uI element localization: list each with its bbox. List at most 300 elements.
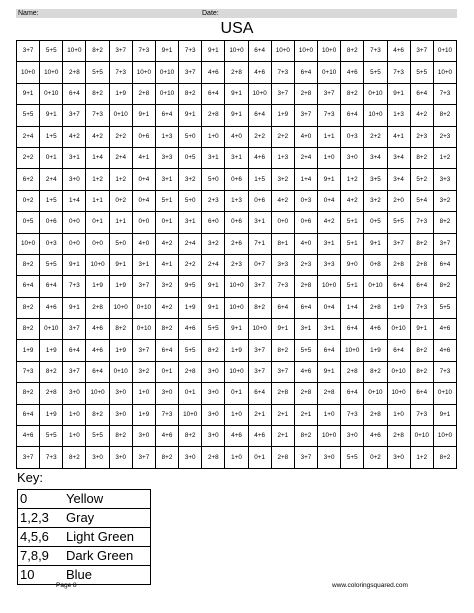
grid-cell: 3+1 bbox=[318, 233, 341, 254]
grid-cell: 8+2 bbox=[86, 83, 109, 104]
grid-cell: 4+6 bbox=[364, 319, 387, 340]
grid-cell: 3+7 bbox=[294, 447, 317, 469]
grid-cell: 1+0 bbox=[132, 383, 155, 404]
grid-cell: 1+4 bbox=[294, 169, 317, 190]
grid-cell: 9+1 bbox=[387, 83, 410, 104]
grid-cell: 6+4 bbox=[40, 276, 63, 297]
grid-cell: 7+3 bbox=[40, 447, 63, 469]
grid-cell: 3+2 bbox=[202, 233, 225, 254]
grid-cell: 8+2 bbox=[410, 147, 433, 168]
grid-cell: 4+6 bbox=[155, 426, 178, 447]
grid-cell: 3+7 bbox=[17, 41, 40, 62]
grid-cell: 3+0 bbox=[63, 169, 86, 190]
grid-cell: 3+7 bbox=[387, 233, 410, 254]
grid-cell: 9+1 bbox=[202, 297, 225, 318]
grid-cell: 9+1 bbox=[225, 319, 248, 340]
grid-cell: 0+4 bbox=[318, 190, 341, 211]
grid-cell: 2+3 bbox=[410, 126, 433, 147]
grid-cell: 0+1 bbox=[40, 147, 63, 168]
grid-cell: 4+6 bbox=[17, 426, 40, 447]
grid-cell: 7+3 bbox=[318, 105, 341, 126]
grid-cell: 4+0 bbox=[294, 126, 317, 147]
grid-cell: 8+2 bbox=[63, 447, 86, 469]
grid-row bbox=[17, 190, 457, 211]
grid-cell: 5+5 bbox=[40, 426, 63, 447]
grid-cell: 5+5 bbox=[341, 447, 364, 469]
grid-cell: 2+8 bbox=[40, 383, 63, 404]
grid-cell: 7+3 bbox=[364, 41, 387, 62]
grid-row bbox=[17, 233, 457, 254]
grid-cell: 0+10 bbox=[109, 105, 132, 126]
grid-cell: 10+0 bbox=[109, 297, 132, 318]
grid-cell: 2+8 bbox=[364, 404, 387, 425]
key-color: Gray bbox=[64, 509, 151, 528]
grid-cell: 4+6 bbox=[248, 62, 271, 83]
grid-cell: 8+2 bbox=[433, 212, 456, 233]
grid-cell: 4+6 bbox=[248, 147, 271, 168]
grid-cell: 0+1 bbox=[179, 383, 202, 404]
grid-cell: 8+2 bbox=[294, 426, 317, 447]
color-key bbox=[17, 489, 151, 585]
grid-cell: 1+2 bbox=[410, 447, 433, 469]
grid-cell: 5+5 bbox=[86, 62, 109, 83]
grid-cell: 6+4 bbox=[433, 254, 456, 275]
grid-cell: 2+8 bbox=[132, 83, 155, 104]
grid-cell: 6+4 bbox=[387, 340, 410, 361]
grid-cell: 0+1 bbox=[155, 361, 178, 382]
grid-cell: 1+1 bbox=[109, 212, 132, 233]
grid-cell: 0+4 bbox=[318, 297, 341, 318]
grid-cell: 9+1 bbox=[433, 404, 456, 425]
grid-cell: 1+3 bbox=[225, 190, 248, 211]
grid-row bbox=[17, 147, 457, 168]
grid-cell: 0+6 bbox=[294, 212, 317, 233]
grid-cell: 2+8 bbox=[318, 383, 341, 404]
math-grid bbox=[16, 40, 457, 469]
grid-cell: 1+9 bbox=[40, 404, 63, 425]
grid-cell: 2+4 bbox=[179, 233, 202, 254]
grid-cell: 6+4 bbox=[63, 83, 86, 104]
grid-cell: 3+7 bbox=[109, 41, 132, 62]
grid-cell: 0+10 bbox=[433, 383, 456, 404]
grid-cell: 2+8 bbox=[86, 297, 109, 318]
grid-cell: 8+2 bbox=[17, 297, 40, 318]
grid-cell: 10+0 bbox=[179, 404, 202, 425]
grid-cell: 8+2 bbox=[248, 297, 271, 318]
grid-cell: 0+8 bbox=[364, 254, 387, 275]
grid-cell: 6+4 bbox=[410, 383, 433, 404]
grid-cell: 1+9 bbox=[109, 83, 132, 104]
grid-cell: 10+0 bbox=[294, 41, 317, 62]
grid-cell: 0+5 bbox=[364, 212, 387, 233]
grid-cell: 5+5 bbox=[179, 340, 202, 361]
key-row bbox=[18, 509, 151, 528]
grid-cell: 7+3 bbox=[271, 62, 294, 83]
key-range: 4,5,6 bbox=[18, 528, 65, 547]
grid-cell: 4+6 bbox=[40, 297, 63, 318]
grid-cell: 1+5 bbox=[248, 169, 271, 190]
grid-cell: 8+2 bbox=[341, 83, 364, 104]
grid-cell: 6+4 bbox=[86, 361, 109, 382]
grid-cell: 9+1 bbox=[364, 233, 387, 254]
grid-cell: 5+5 bbox=[40, 41, 63, 62]
grid-cell: 6+4 bbox=[17, 276, 40, 297]
grid-cell: 5+4 bbox=[410, 190, 433, 211]
grid-cell: 6+4 bbox=[294, 297, 317, 318]
grid-cell: 2+4 bbox=[202, 254, 225, 275]
grid-row bbox=[17, 169, 457, 190]
grid-cell: 0+2 bbox=[17, 190, 40, 211]
grid-cell: 0+10 bbox=[387, 361, 410, 382]
grid-cell: 4+2 bbox=[271, 190, 294, 211]
grid-cell: 6+4 bbox=[248, 105, 271, 126]
grid-cell: 0+4 bbox=[132, 190, 155, 211]
key-range: 7,8,9 bbox=[18, 547, 65, 566]
grid-cell: 1+4 bbox=[341, 297, 364, 318]
grid-cell: 3+0 bbox=[155, 383, 178, 404]
grid-cell: 6+4 bbox=[294, 62, 317, 83]
page-title: USA bbox=[220, 20, 254, 37]
grid-cell: 5+5 bbox=[86, 426, 109, 447]
grid-cell: 4+6 bbox=[86, 319, 109, 340]
grid-cell: 10+0 bbox=[132, 62, 155, 83]
grid-cell: 1+9 bbox=[179, 297, 202, 318]
grid-cell: 3+0 bbox=[179, 447, 202, 469]
grid-cell: 10+0 bbox=[248, 319, 271, 340]
key-row bbox=[18, 528, 151, 547]
grid-cell: 6+0 bbox=[202, 212, 225, 233]
grid-cell: 10+0 bbox=[318, 41, 341, 62]
grid-cell: 3+1 bbox=[63, 147, 86, 168]
grid-cell: 1+0 bbox=[387, 404, 410, 425]
grid-cell: 0+6 bbox=[225, 212, 248, 233]
grid-cell: 3+7 bbox=[433, 233, 456, 254]
grid-row bbox=[17, 41, 457, 62]
grid-cell: 2+6 bbox=[225, 233, 248, 254]
grid-cell: 10+0 bbox=[40, 62, 63, 83]
grid-cell: 0+10 bbox=[40, 319, 63, 340]
grid-row bbox=[17, 276, 457, 297]
grid-cell: 0+0 bbox=[271, 212, 294, 233]
grid-cell: 5+5 bbox=[202, 319, 225, 340]
grid-cell: 3+4 bbox=[387, 147, 410, 168]
grid-cell: 0+4 bbox=[132, 169, 155, 190]
grid-cell: 3+4 bbox=[364, 147, 387, 168]
grid-cell: 0+10 bbox=[40, 83, 63, 104]
grid-cell: 3+0 bbox=[86, 447, 109, 469]
grid-cell: 0+7 bbox=[248, 254, 271, 275]
grid-cell: 8+2 bbox=[179, 83, 202, 104]
key-color: Dark Green bbox=[64, 547, 151, 566]
grid-cell: 9+1 bbox=[202, 276, 225, 297]
grid-cell: 3+7 bbox=[271, 361, 294, 382]
grid-cell: 10+0 bbox=[433, 62, 456, 83]
grid-cell: 2+8 bbox=[271, 383, 294, 404]
grid-cell: 3+7 bbox=[410, 41, 433, 62]
grid-cell: 10+0 bbox=[271, 41, 294, 62]
grid-cell: 2+3 bbox=[294, 254, 317, 275]
grid-cell: 0+6 bbox=[225, 169, 248, 190]
grid-cell: 8+2 bbox=[109, 319, 132, 340]
grid-cell: 8+2 bbox=[410, 340, 433, 361]
grid-row bbox=[17, 383, 457, 404]
grid-cell: 9+1 bbox=[109, 254, 132, 275]
grid-cell: 6+4 bbox=[271, 297, 294, 318]
grid-cell: 3+5 bbox=[364, 169, 387, 190]
grid-cell: 4+1 bbox=[387, 126, 410, 147]
grid-cell: 7+3 bbox=[341, 404, 364, 425]
grid-cell: 0+10 bbox=[132, 297, 155, 318]
grid-cell: 1+9 bbox=[364, 340, 387, 361]
key-color: Light Green bbox=[64, 528, 151, 547]
grid-cell: 2+1 bbox=[248, 404, 271, 425]
grid-cell: 3+1 bbox=[155, 169, 178, 190]
grid-cell: 4+6 bbox=[433, 340, 456, 361]
grid-cell: 3+2 bbox=[155, 276, 178, 297]
grid-cell: 8+2 bbox=[271, 340, 294, 361]
grid-cell: 3+3 bbox=[433, 169, 456, 190]
grid-cell: 3+1 bbox=[248, 212, 271, 233]
grid-cell: 4+6 bbox=[225, 426, 248, 447]
grid-cell: 3+2 bbox=[179, 169, 202, 190]
grid-cell: 2+4 bbox=[40, 169, 63, 190]
grid-cell: 6+4 bbox=[387, 276, 410, 297]
grid-cell: 3+0 bbox=[202, 383, 225, 404]
grid-cell: 0+1 bbox=[155, 212, 178, 233]
grid-cell: 0+3 bbox=[341, 126, 364, 147]
grid-cell: 0+1 bbox=[248, 447, 271, 469]
grid-cell: 1+3 bbox=[155, 126, 178, 147]
grid-cell: 8+2 bbox=[410, 361, 433, 382]
grid-cell: 2+8 bbox=[294, 83, 317, 104]
grid-cell: 10+0 bbox=[86, 383, 109, 404]
grid-cell: 10+0 bbox=[341, 340, 364, 361]
grid-cell: 4+1 bbox=[132, 147, 155, 168]
grid-cell: 2+8 bbox=[271, 447, 294, 469]
grid-cell: 10+0 bbox=[225, 361, 248, 382]
grid-cell: 6+4 bbox=[410, 276, 433, 297]
grid-cell: 1+0 bbox=[225, 404, 248, 425]
grid-cell: 3+0 bbox=[202, 361, 225, 382]
grid-cell: 1+0 bbox=[225, 447, 248, 469]
grid-cell: 3+0 bbox=[109, 404, 132, 425]
grid-cell: 1+9 bbox=[225, 340, 248, 361]
grid-cell: 5+1 bbox=[155, 190, 178, 211]
grid-cell: 8+2 bbox=[433, 276, 456, 297]
grid-cell: 3+7 bbox=[63, 319, 86, 340]
grid-cell: 3+1 bbox=[225, 147, 248, 168]
grid-cell: 1+9 bbox=[132, 404, 155, 425]
grid-cell: 2+3 bbox=[225, 254, 248, 275]
grid-cell: 6+4 bbox=[410, 83, 433, 104]
site-url: www.coloringsquared.com bbox=[332, 582, 408, 589]
grid-row bbox=[17, 62, 457, 83]
grid-cell: 2+0 bbox=[387, 190, 410, 211]
grid-cell: 10+0 bbox=[17, 62, 40, 83]
grid-cell: 0+10 bbox=[155, 62, 178, 83]
grid-cell: 3+7 bbox=[132, 447, 155, 469]
grid-cell: 6+4 bbox=[341, 383, 364, 404]
grid-cell: 6+2 bbox=[17, 169, 40, 190]
grid-cell: 7+3 bbox=[63, 276, 86, 297]
grid-cell: 1+2 bbox=[109, 169, 132, 190]
grid-cell: 5+5 bbox=[364, 62, 387, 83]
grid-cell: 10+0 bbox=[225, 41, 248, 62]
grid-cell: 2+2 bbox=[248, 126, 271, 147]
grid-cell: 10+0 bbox=[63, 41, 86, 62]
grid-cell: 2+8 bbox=[63, 62, 86, 83]
key-row bbox=[18, 547, 151, 566]
key-row bbox=[18, 566, 151, 585]
grid-cell: 8+2 bbox=[179, 426, 202, 447]
grid-cell: 0+3 bbox=[294, 190, 317, 211]
grid-cell: 0+1 bbox=[86, 212, 109, 233]
grid-cell: 1+9 bbox=[109, 340, 132, 361]
grid-cell: 4+0 bbox=[132, 233, 155, 254]
grid-row bbox=[17, 254, 457, 275]
grid-cell: 7+3 bbox=[387, 62, 410, 83]
grid-cell: 2+2 bbox=[17, 147, 40, 168]
grid-cell: 8+1 bbox=[271, 233, 294, 254]
grid-row bbox=[17, 447, 457, 469]
grid-cell: 10+0 bbox=[433, 426, 456, 447]
grid-cell: 9+1 bbox=[40, 105, 63, 126]
grid-cell: 1+9 bbox=[17, 340, 40, 361]
grid-cell: 6+4 bbox=[202, 83, 225, 104]
grid-cell: 7+3 bbox=[433, 83, 456, 104]
grid-row bbox=[17, 105, 457, 126]
grid-cell: 0+10 bbox=[364, 83, 387, 104]
grid-cell: 2+2 bbox=[179, 254, 202, 275]
grid-cell: 9+1 bbox=[318, 169, 341, 190]
grid-cell: 2+8 bbox=[294, 383, 317, 404]
grid-cell: 9+1 bbox=[410, 319, 433, 340]
grid-cell: 1+0 bbox=[318, 147, 341, 168]
grid-cell: 6+4 bbox=[341, 105, 364, 126]
grid-cell: 4+6 bbox=[202, 62, 225, 83]
grid-cell: 3+1 bbox=[202, 147, 225, 168]
grid-cell: 7+3 bbox=[132, 41, 155, 62]
grid-cell: 3+7 bbox=[179, 62, 202, 83]
page-number: Page 8 bbox=[56, 582, 77, 589]
grid-row bbox=[17, 340, 457, 361]
grid-cell: 1+2 bbox=[433, 147, 456, 168]
grid-row bbox=[17, 319, 457, 340]
grid-cell: 8+2 bbox=[17, 319, 40, 340]
grid-cell: 8+2 bbox=[109, 426, 132, 447]
grid-cell: 0+6 bbox=[40, 212, 63, 233]
grid-cell: 8+2 bbox=[410, 233, 433, 254]
grid-cell: 9+1 bbox=[63, 297, 86, 318]
grid-cell: 3+7 bbox=[63, 361, 86, 382]
grid-cell: 1+9 bbox=[271, 105, 294, 126]
grid-cell: 3+0 bbox=[341, 147, 364, 168]
grid-cell: 0+10 bbox=[132, 319, 155, 340]
grid-cell: 10+0 bbox=[86, 254, 109, 275]
grid-cell: 3+7 bbox=[132, 340, 155, 361]
grid-cell: 7+3 bbox=[179, 41, 202, 62]
grid-cell: 4+6 bbox=[294, 361, 317, 382]
grid-cell: 4+0 bbox=[294, 233, 317, 254]
grid-cell: 9+1 bbox=[132, 105, 155, 126]
grid-cell: 8+2 bbox=[86, 404, 109, 425]
grid-cell: 3+7 bbox=[271, 83, 294, 104]
grid-cell: 9+1 bbox=[318, 361, 341, 382]
grid-cell: 3+0 bbox=[132, 426, 155, 447]
grid-cell: 8+2 bbox=[364, 361, 387, 382]
grid-cell: 0+10 bbox=[364, 383, 387, 404]
grid-cell: 0+10 bbox=[109, 361, 132, 382]
grid-cell: 2+8 bbox=[364, 297, 387, 318]
grid-cell: 7+3 bbox=[109, 62, 132, 83]
grid-cell: 3+0 bbox=[63, 383, 86, 404]
grid-cell: 5+0 bbox=[202, 169, 225, 190]
grid-cell: 0+3 bbox=[40, 233, 63, 254]
grid-cell: 10+0 bbox=[318, 426, 341, 447]
grid-cell: 6+4 bbox=[17, 404, 40, 425]
grid-cell: 5+0 bbox=[179, 190, 202, 211]
grid-cell: 3+3 bbox=[318, 254, 341, 275]
grid-cell: 4+0 bbox=[225, 126, 248, 147]
grid-cell: 2+8 bbox=[202, 447, 225, 469]
grid-cell: 5+5 bbox=[17, 105, 40, 126]
grid-cell: 9+1 bbox=[17, 83, 40, 104]
grid-cell: 0+10 bbox=[318, 62, 341, 83]
grid-cell: 8+2 bbox=[202, 340, 225, 361]
grid-cell: 0+5 bbox=[179, 147, 202, 168]
grid-cell: 4+6 bbox=[86, 340, 109, 361]
grid-cell: 3+7 bbox=[248, 276, 271, 297]
grid-cell: 10+0 bbox=[318, 276, 341, 297]
grid-cell: 2+8 bbox=[341, 361, 364, 382]
grid-cell: 10+0 bbox=[387, 383, 410, 404]
grid-cell: 6+4 bbox=[155, 105, 178, 126]
grid-cell: 5+1 bbox=[341, 212, 364, 233]
grid-cell: 8+2 bbox=[433, 447, 456, 469]
grid-cell: 9+1 bbox=[225, 83, 248, 104]
grid-cell: 9+1 bbox=[271, 319, 294, 340]
grid-cell: 3+0 bbox=[109, 383, 132, 404]
grid-cell: 5+5 bbox=[410, 62, 433, 83]
grid-cell: 6+4 bbox=[318, 340, 341, 361]
grid-cell: 4+6 bbox=[364, 426, 387, 447]
grid-cell: 7+3 bbox=[410, 212, 433, 233]
grid-cell: 2+4 bbox=[109, 147, 132, 168]
grid-row bbox=[17, 297, 457, 318]
grid-cell: 1+9 bbox=[387, 297, 410, 318]
grid-row bbox=[17, 426, 457, 447]
key-range: 10 bbox=[18, 566, 65, 585]
grid-cell: 3+2 bbox=[132, 361, 155, 382]
grid-cell: 5+5 bbox=[387, 212, 410, 233]
grid-cell: 1+0 bbox=[63, 426, 86, 447]
grid-cell: 2+8 bbox=[179, 361, 202, 382]
grid-row bbox=[17, 212, 457, 233]
grid-cell: 1+5 bbox=[40, 126, 63, 147]
grid-cell: 3+0 bbox=[341, 426, 364, 447]
grid-cell: 1+2 bbox=[341, 169, 364, 190]
grid-cell: 0+10 bbox=[155, 83, 178, 104]
grid-cell: 0+10 bbox=[410, 426, 433, 447]
grid-cell: 3+3 bbox=[155, 147, 178, 168]
grid-cell: 1+9 bbox=[40, 340, 63, 361]
date-label: Date: bbox=[202, 10, 219, 17]
grid-cell: 0+10 bbox=[387, 319, 410, 340]
grid-cell: 8+2 bbox=[40, 361, 63, 382]
grid-cell: 9+1 bbox=[63, 254, 86, 275]
grid-cell: 3+2 bbox=[364, 190, 387, 211]
grid-cell: 0+5 bbox=[17, 212, 40, 233]
